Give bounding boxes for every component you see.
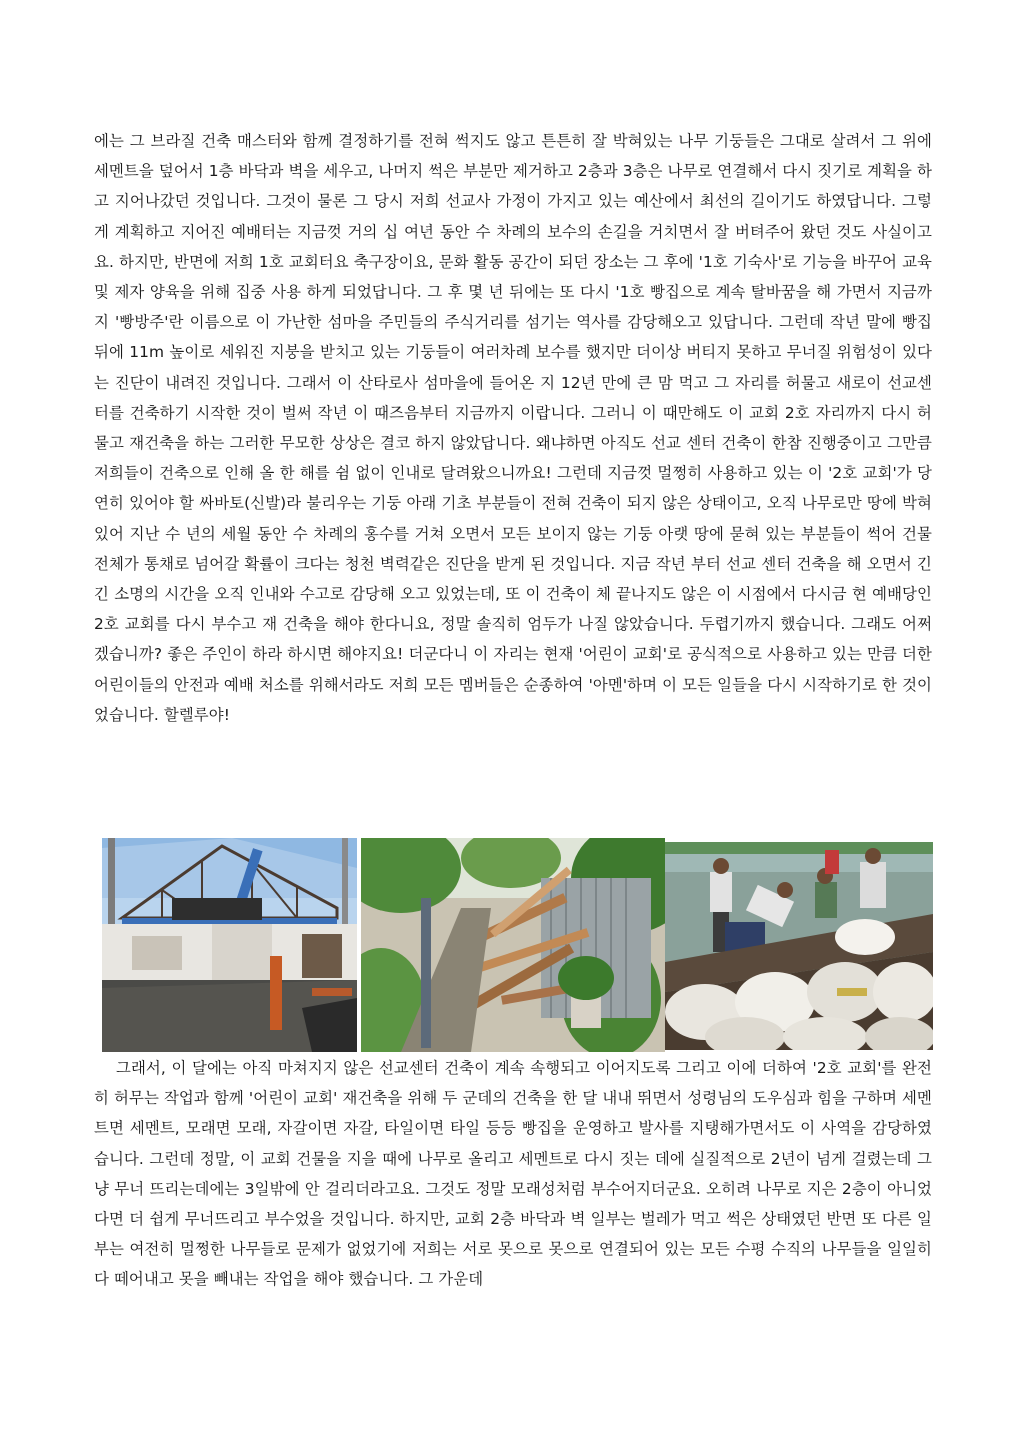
- photo-demolition-site: [102, 838, 357, 1052]
- photo-strip: [102, 838, 932, 1052]
- body-paragraph-1: 에는 그 브라질 건축 매스터와 함께 결정하기를 전혀 썩지도 않고 튼튼히 잘 박혀있는 나무 기둥들은 그대로 살려서 그 위에 세멘트을 덮어서 1층 바닥과 벽을 세우고, 나머지 썩은 부분만 제거하고 2층과 3층은 나무로 연결해서 다시 짓기로 계획을 하고 지어나갔던 것입니다. 그것이 물론 그 당시 저희 선교사 가정이 가지고 있는 예산에서 최선의 길이기도 하였답니다. 그렇게 계획하고 지어진 예배터는 지금껏 거의 십 여년 동안 수 차례의 보수의 손길을 거치면서 잘 버텨주어 왔던 것도 사실이고요. 하지만, 반면에 저희 1호 교회터요 축구장이요, 문화 활동 공간이 되던 장소는 그 후에 '1호 기숙사'로 기능을 바꾸어 교육 및 제자 양육을 위해 집중 사용 하게 되었답니다. 그 후 몇 년 뒤에는 또 다시 '1호 빵집으로 계속 탈바꿈을 해 가면서 지금까지 '빵방주'란 이름으로 이 가난한 섬마을 주민들의 주식거리를 섬기는 역사를 감당해오고 있답니다. 그런데 작년 말에 빵집 뒤에 11m 높이로 세워진 지붕을 받치고 있는 기둥들이 여러차례 보수를 했지만 더이상 버티지 못하고 무너질 위험성이 있다는 진단이 내려진 것입니다. 그래서 이 산타로사 섬마을에 들어온 지 12년 만에 큰 맘 먹고 그 자리를 허물고 새로이 선교센터를 건축하기 시작한 것이 벌써 작년 이 때즈음부터 지금까지 이랍니다. 그러니 이 때만해도 이 교회 2호 자리까지 다시 허물고 재건축을 하는 그러한 무모한 상상은 결코 하지 않았답니다. 왜냐하면 아직도 선교 센터 건축이 한참 진행중이고 그만큼 저희들이 건축으로 인해 올 한 해를 쉼 없이 인내로 달려왔으니까요! 그런데 지금껏 멀쩡히 사용하고 있는 이 '2호 교회'가 당연히 있어야 할 싸바토(신발)라 불리우는 기둥 아래 기초 부분들이 전혀 건축이 되지 않은 상태이고, 오직 나무로만 땅에 박혀 있어 지난 수 년의 세월 동안 수 차례의 홍수를 거쳐 오면서 모든 보이지 않는 기둥 아랫 땅에 묻혀 있는 부분들이 썩어 건물 전체가 통채로 넘어갈 확률이 크다는 청천 벽력같은 진단을 받게 된 것입니다. 지금 작년 부터 선교 센터 건축을 해 오면서 긴 긴 소명의 시간을 오직 인내와 수고로 감당해 오고 있었는데, 또 이 건축이 체 끝나지도 않은 이 시점에서 다시금 현 예배당인 2호 교회를 다시 부수고 재 건축을 해야 한다니요, 정말 솔직히 엄두가 나질 않았습니다. 두렵기까지 했습니다. 그래도 어쩌겠습니까? 좋은 주인이 하라 하시면 해야지요! 더군다니 이 자리는 현재 '어린이 교회'로 공식적으로 사용하고 있는 만큼 더한 어린이들의 안전과 예배 처소를 위해서라도 저희 모든 멤버들은 순종하여 '아멘'하며 이 모든 일들을 다시 시작하기로 한 것이었습니다. 할렐루야!: [94, 132, 932, 724]
- photo-unloading-boat: [665, 842, 933, 1050]
- body-paragraph-2: 그래서, 이 달에는 아직 마쳐지지 않은 선교센터 건축이 계속 속행되고 이어지도록 그리고 이에 더하여 '2호 교회'를 완전히 허무는 작업과 함께 '어린이 교회' 재건축을 위해 두 군데의 건축을 한 달 내내 뛰면서 성령님의 도우심과 힘을 구하며 세멘트면 세멘트, 모래면 모래, 자갈이면 자갈, 타일이면 타일 등등 빵집을 운영하고 발사를 지탱해가면서도 이 사역을 감당하였습니다. 그런데 정말, 이 교회 건물을 지을 때에 나무로 올리고 세멘트로 다시 짓는 데에 실질적으로 2년이 넘게 걸렸는데 그냥 무너 뜨리는데에는 3일밖에 안 걸리더라고요. 그것도 정말 모래성처럼 부수어지더군요. 오히려 나무로 지은 2층이 아니었다면 더 쉽게 무너뜨리고 부수었을 것입니다. 하지만, 교회 2층 바닥과 벽 일부는 벌레가 먹고 썩은 상태였던 반면 또 다른 일부는 여전히 멀쩡한 나무들로 문제가 없었기에 저희는 서로 못으로 못으로 연결되어 있는 모든 수평 수직의 나무들을 일일히 다 떼어내고 못을 빼내는 작업을 해야 했습니다. 그 가운데: [94, 1059, 932, 1289]
- photo-lumber-pile: [361, 838, 665, 1052]
